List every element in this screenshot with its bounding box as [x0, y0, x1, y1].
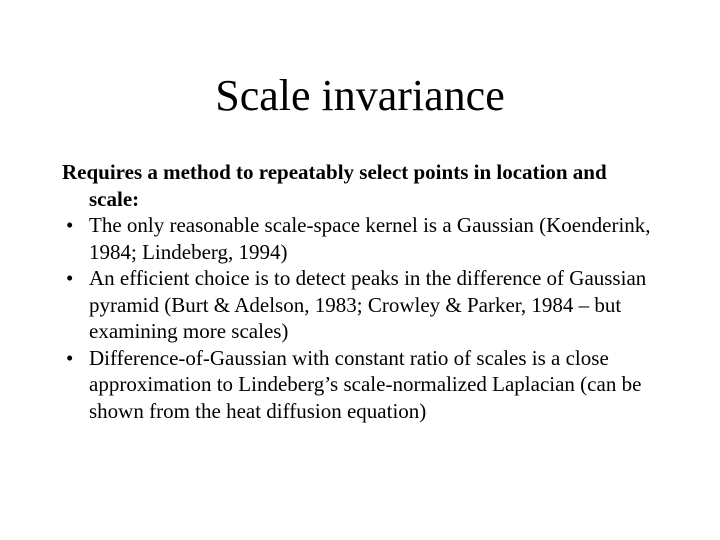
bullet-text: Difference-of-Gaussian with constant ratio of scales is a close approximation to Lindeberg’s scale-normalized Laplacian (can be shown from the heat diffusion equation): [89, 345, 642, 423]
bullet-dot-icon: •: [66, 213, 74, 237]
bullet-dot-icon: •: [66, 266, 74, 290]
slide-title: Scale invariance: [215, 71, 505, 120]
slide-body: [62, 159, 662, 424]
intro-text: Requires a method to repeatably select points in location and scale:: [62, 160, 607, 211]
bullet-item: [62, 345, 662, 425]
bullet-dot-icon: •: [66, 345, 74, 370]
bullet-item: [62, 265, 662, 345]
bullet-list: [62, 212, 662, 424]
bullet-text: An efficient choice is to detect peaks in the difference of Gaussian pyramid (Burt & Adelson, 1983; Crowley & Parker, 1984 – but examining more scales): [89, 266, 647, 343]
bullet-text: The only reasonable scale-space kernel is a Gaussian (Koenderink, 1984; Lindeberg, 1994): [89, 213, 651, 264]
bullet-item: [62, 212, 662, 265]
